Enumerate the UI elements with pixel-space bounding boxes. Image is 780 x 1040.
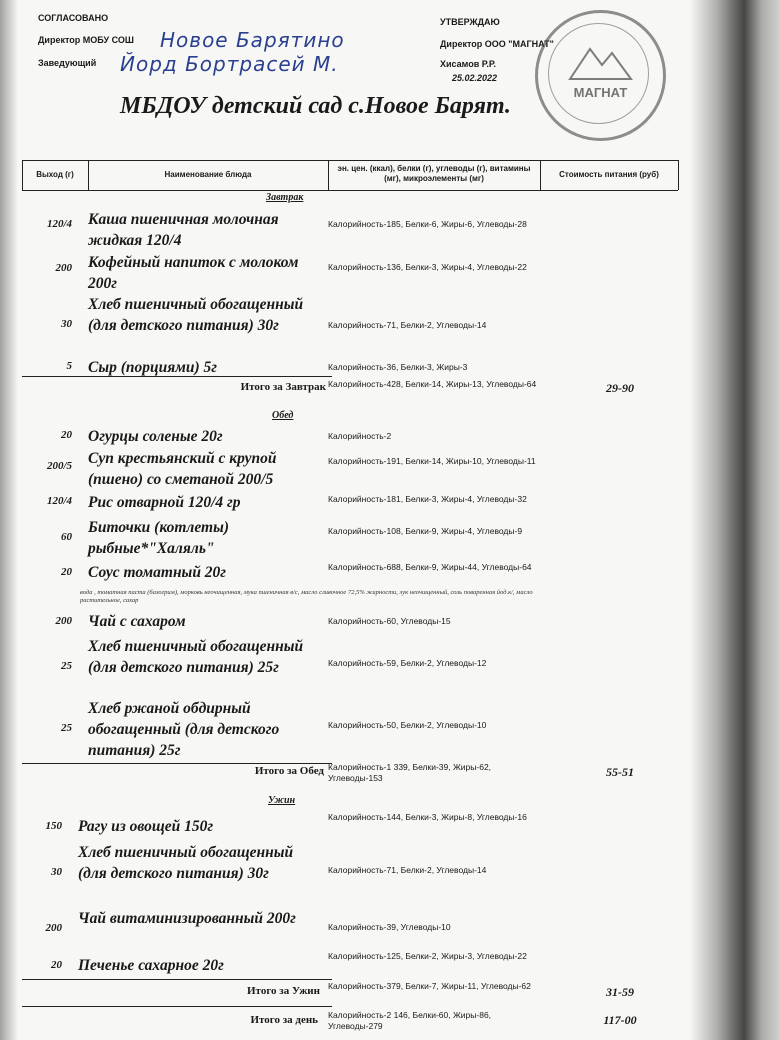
dish-name: Рис отварной 120/4 гр — [88, 494, 241, 511]
signature-school: Новое Барятино — [160, 28, 345, 52]
output-value: 5 — [66, 360, 72, 372]
dish-name: Кофейный напиток с молоком 200г — [88, 254, 299, 292]
nutrition-value: Калорийность-125, Белки-2, Жиры-3, Углеводы-22 — [328, 951, 527, 961]
output-value: 150 — [45, 820, 62, 832]
nutrition-value: Калорийность-181, Белки-3, Жиры-4, Углеводы-32 — [328, 494, 527, 504]
agreed-label: СОГЛАСОВАНО — [38, 13, 109, 23]
dish-name: Каша пшеничная молочная жидкая 120/4 — [88, 211, 279, 249]
page-title: МБДОУ детский сад с.Новое Барят. — [120, 93, 511, 119]
dinner-price: 31-59 — [606, 985, 634, 999]
header-output: Выход (г) — [36, 170, 74, 179]
mountain-icon — [568, 41, 633, 81]
scan-edge — [0, 0, 18, 1040]
nutrition-value: Калорийность-50, Белки-2, Углеводы-10 — [328, 720, 487, 730]
section-breakfast-title: Завтрак — [266, 192, 304, 203]
nutrition-value: Калорийность-60, Углеводы-15 — [328, 616, 451, 626]
output-value: 20 — [61, 566, 72, 578]
dish-name: Биточки (котлеты) рыбные*"Халяль" — [88, 519, 229, 557]
nutrition-value: Калорийность-59, Белки-2, Углеводы-12 — [328, 658, 487, 668]
output-value: 30 — [51, 866, 62, 878]
dish-name: Хлеб пшеничный обогащенный (для детского питания) 30г — [78, 844, 294, 882]
nutrition-value: Калорийность-688, Белки-9, Жиры-44, Углеводы-64 — [328, 562, 532, 572]
breakfast-total-nutrition: Калорийность-428, Белки-14, Жиры-13, Углеводы-64 — [328, 379, 537, 389]
approve-label: УТВЕРЖДАЮ — [440, 17, 500, 27]
dish-name: Чай с сахаром — [88, 613, 186, 630]
output-value: 30 — [61, 318, 72, 330]
signature-head: Йорд Бортрасей М. — [120, 52, 339, 76]
dish-name: Суп крестьянский с крупой (пшено) со сметаной 200/5 — [88, 450, 277, 488]
director-school-label: Директор МОБУ СОШ — [38, 35, 134, 45]
output-value: 120/4 — [46, 495, 72, 507]
output-value: 200 — [55, 615, 72, 627]
output-value: 25 — [61, 660, 72, 672]
dinner-total-label: Итого за Ужин — [247, 985, 320, 997]
output-value: 20 — [51, 959, 62, 971]
dish-name: Хлеб ржаной обдирный обогащенный (для детского питания) 25г — [88, 700, 280, 759]
output-value: 25 — [61, 722, 72, 734]
nutrition-value: Калорийность-36, Белки-3, Жиры-3 — [328, 362, 468, 372]
section-lunch-title: Обед — [272, 410, 294, 421]
output-value: 200 — [45, 922, 62, 934]
breakfast-total-label: Итого за Завтрак — [240, 381, 326, 393]
confirm-person: Хисамов Р.Р. — [440, 59, 497, 69]
dish-name: Рагу из овощей 150г — [78, 818, 214, 835]
head-label: Заведующий — [38, 58, 97, 68]
stamp-seal — [535, 10, 666, 141]
director-company-label: Директор ООО "МАГНАТ" — [440, 39, 554, 49]
dish-name: Печенье сахарное 20г — [78, 957, 224, 974]
nutrition-value: Калорийность-191, Белки-14, Жиры-10, Углеводы-11 — [328, 456, 536, 466]
nutrition-value: Калорийность-144, Белки-3, Жиры-8, Углеводы-16 — [328, 812, 527, 822]
nutrition-value: Калорийность-185, Белки-6, Жиры-6, Углеводы-28 — [328, 219, 527, 229]
dish-name: Соус томатный 20г — [88, 564, 227, 581]
output-value: 20 — [61, 429, 72, 441]
dish-name: Сыр (порциями) 5г — [88, 359, 217, 376]
header-nutrition: эн. цен. (ккал), белки (г), углеводы (г), витамины (мг), микроэлементы (мг) — [337, 164, 531, 183]
dish-name: Чай витаминизированный 200г — [78, 910, 296, 927]
lunch-total-nutrition: Калорийность-1 339, Белки-39, Жиры-62, Углеводы-153 — [328, 762, 492, 783]
nutrition-value: Калорийность-39, Углеводы-10 — [328, 922, 451, 932]
nutrition-value: Калорийность-108, Белки-9, Жиры-4, Углеводы-9 — [328, 526, 523, 536]
output-value: 120/4 — [46, 218, 72, 230]
day-total-label: Итого за день — [250, 1014, 318, 1026]
nutrition-value: Калорийность-71, Белки-2, Углеводы-14 — [328, 865, 487, 875]
confirm-date: 25.02.2022 — [452, 73, 498, 83]
day-total-nutrition: Калорийность-2 146, Белки-60, Жиры-86, Углеводы-279 — [328, 1010, 492, 1031]
nutrition-value: Калорийность-71, Белки-2, Углеводы-14 — [328, 320, 487, 330]
output-value: 200/5 — [46, 460, 72, 472]
sauce-ingredients-note: вода , томатная паста (базогрим), морковь неочищенная, мука пшеничная в/с, масло сливочное 72,5% жирности, лук неочищенный, соль поваренная йод.к/, масло растительное, сахар — [80, 589, 533, 604]
lunch-price: 55-51 — [606, 765, 634, 779]
breakfast-price: 29-90 — [606, 381, 634, 395]
header-dish: Наименование блюда — [164, 170, 252, 179]
scan-streak — [690, 0, 780, 1040]
output-value: 60 — [61, 531, 72, 543]
dinner-total-nutrition: Калорийность-379, Белки-7, Жиры-11, Углеводы-62 — [328, 981, 531, 991]
day-total-price: 117-00 — [603, 1013, 637, 1027]
dish-name: Хлеб пшеничный обогащенный (для детского питания) 25г — [88, 638, 304, 676]
nutrition-value: Калорийность-136, Белки-3, Жиры-4, Углеводы-22 — [328, 262, 527, 272]
header-price: Стоимость питания (руб) — [559, 170, 659, 179]
dish-name: Огурцы соленые 20г — [88, 428, 223, 445]
section-dinner-title: Ужин — [268, 795, 296, 806]
dish-name: Хлеб пшеничный обогащенный (для детского питания) 30г — [88, 296, 304, 334]
output-value: 200 — [55, 262, 72, 274]
lunch-total-label: Итого за Обед — [254, 765, 324, 777]
stamp-name: МАГНАТ — [573, 85, 628, 100]
nutrition-value: Калорийность-2 — [328, 431, 392, 441]
